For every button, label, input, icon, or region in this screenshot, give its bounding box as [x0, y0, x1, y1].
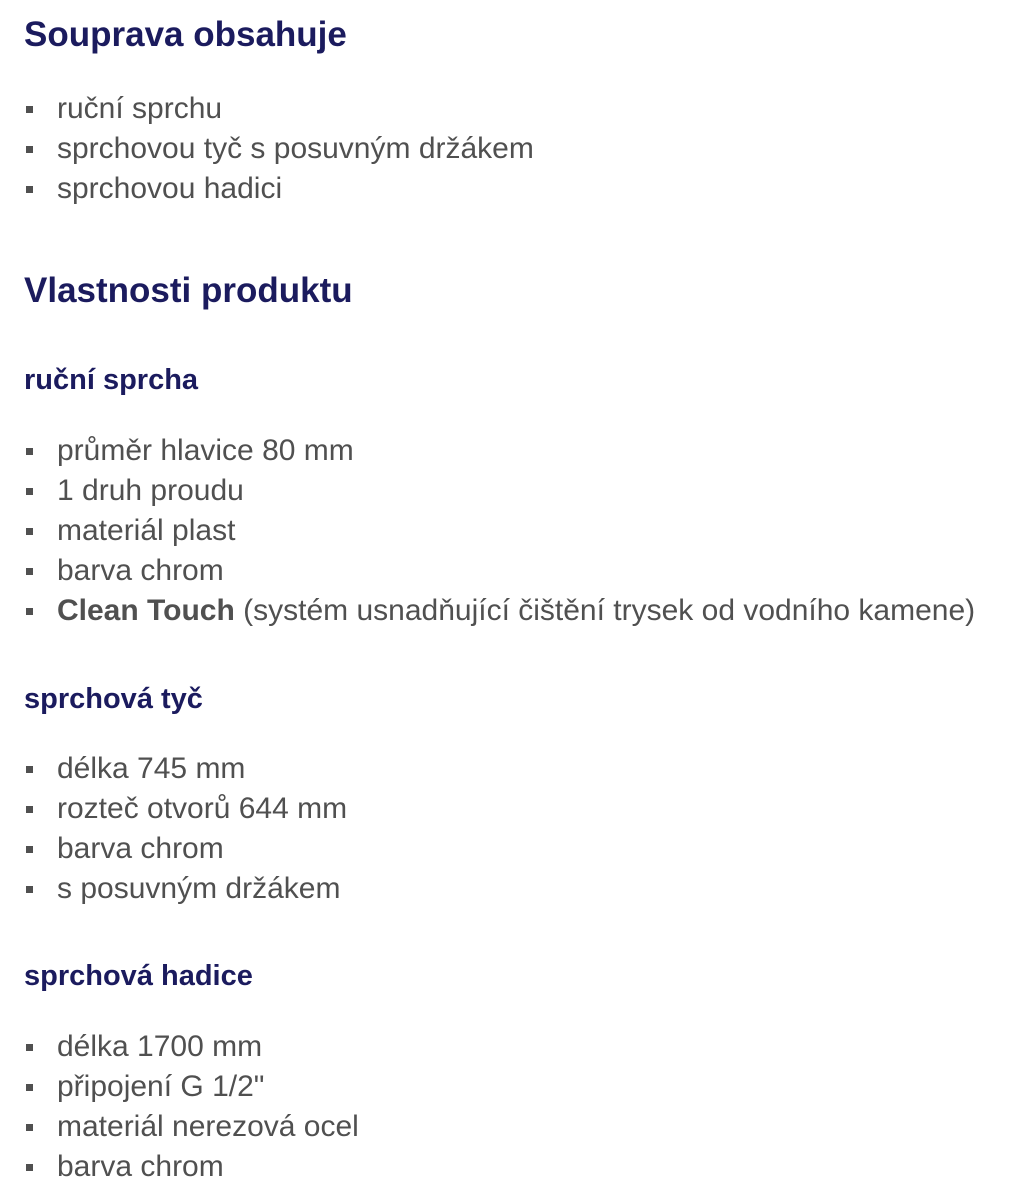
list-item-clean-touch — [24, 591, 975, 631]
square-bullet-icon — [26, 186, 33, 193]
list-item: sprchovou tyč s posuvným držákem — [24, 129, 534, 169]
square-bullet-icon — [26, 568, 33, 575]
list-item: délka 745 mm — [24, 749, 347, 789]
list-item: rozteč otvorů 644 mm — [24, 789, 347, 829]
list-item: délka 1700 mm — [24, 1027, 359, 1067]
list-item: 1 druh proudu — [24, 471, 975, 511]
feature-name: Clean Touch — [57, 594, 235, 627]
set-contents-heading: Souprava obsahuje — [24, 15, 347, 54]
square-bullet-icon — [26, 846, 33, 853]
shower-rail-list — [24, 749, 347, 909]
square-bullet-icon — [26, 1084, 33, 1091]
square-bullet-icon — [26, 448, 33, 455]
shower-hose-list — [24, 1027, 359, 1187]
list-item: barva chrom — [24, 829, 347, 869]
square-bullet-icon — [26, 806, 33, 813]
square-bullet-icon — [26, 1164, 33, 1171]
product-properties-heading: Vlastnosti produktu — [24, 271, 353, 310]
list-item: barva chrom — [24, 1147, 359, 1187]
list-item: průměr hlavice 80 mm — [24, 431, 975, 471]
square-bullet-icon — [26, 1124, 33, 1131]
square-bullet-icon — [26, 608, 33, 615]
square-bullet-icon — [26, 146, 33, 153]
square-bullet-icon — [26, 886, 33, 893]
list-item: materiál plast — [24, 511, 975, 551]
list-item: připojení G 1/2" — [24, 1067, 359, 1107]
square-bullet-icon — [26, 528, 33, 535]
feature-description: (systém usnadňující čištění trysek od vodního kamene) — [234, 594, 976, 627]
square-bullet-icon — [26, 488, 33, 495]
list-item: sprchovou hadici — [24, 169, 534, 209]
square-bullet-icon — [26, 106, 33, 113]
list-item: materiál nerezová ocel — [24, 1107, 359, 1147]
shower-rail-heading: sprchová tyč — [24, 683, 203, 715]
set-contents-list — [24, 89, 534, 209]
hand-shower-list — [24, 431, 975, 631]
list-item: ruční sprchu — [24, 89, 534, 129]
list-item: s posuvným držákem — [24, 869, 347, 909]
square-bullet-icon — [26, 1044, 33, 1051]
shower-hose-heading: sprchová hadice — [24, 960, 253, 992]
hand-shower-heading: ruční sprcha — [24, 364, 199, 396]
square-bullet-icon — [26, 766, 33, 773]
list-item: barva chrom — [24, 551, 975, 591]
